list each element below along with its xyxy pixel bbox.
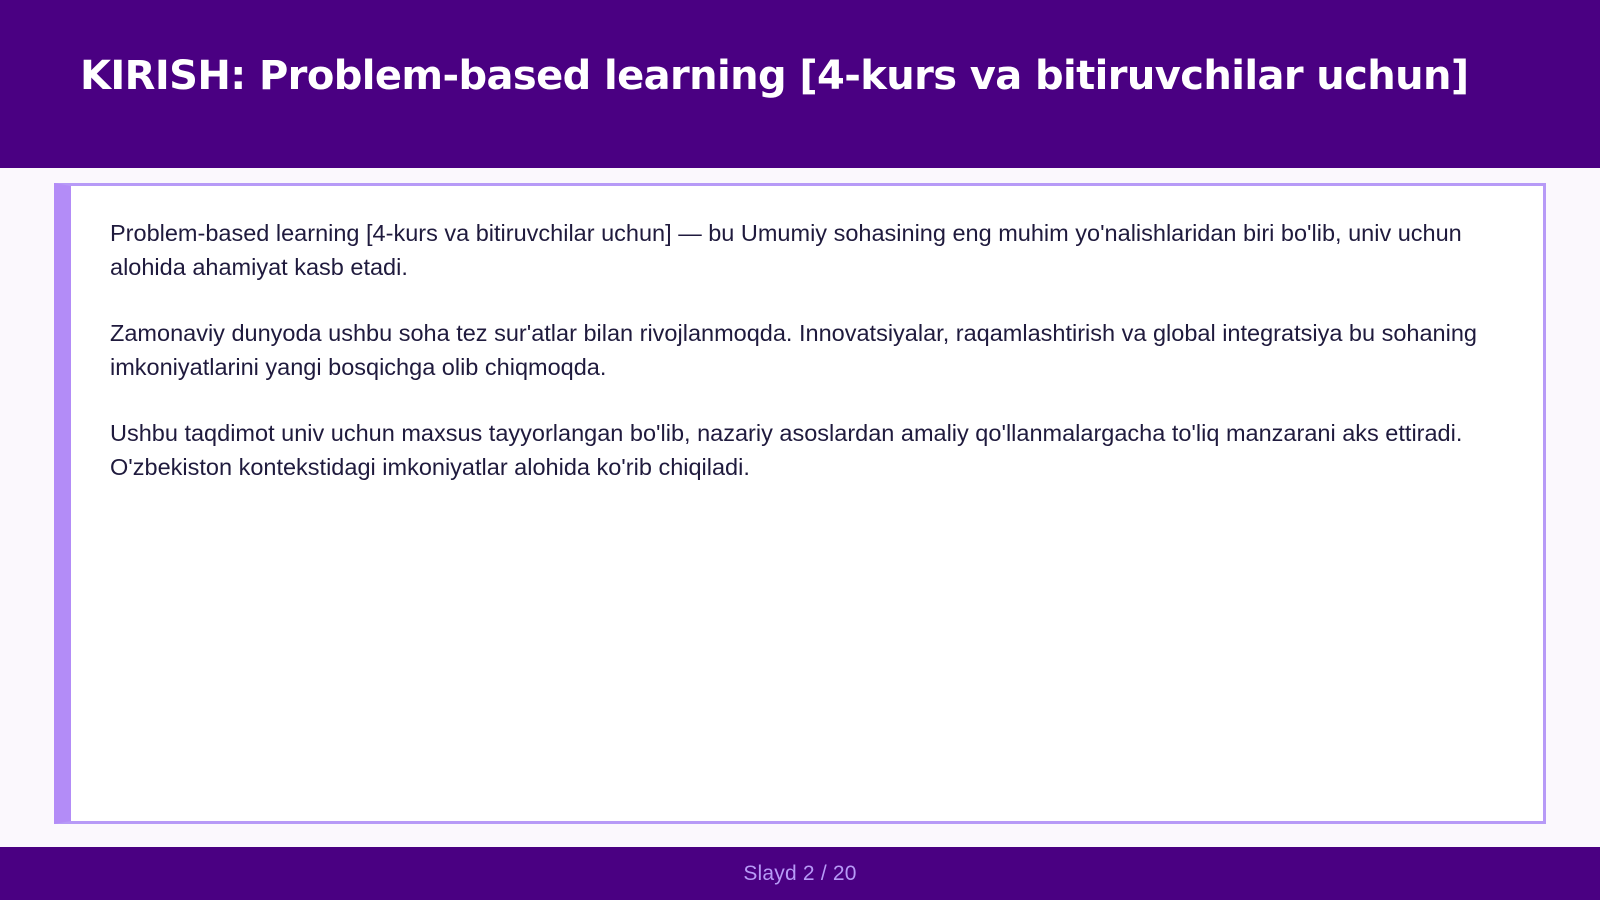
content-text — [110, 216, 1510, 516]
development-paragraph: Zamonaviy dunyoda ushbu soha tez sur'atlar bilan rivojlanmoqda. Innovatsiyalar, raqamlashtirish va global integratsiya bu sohaning imkoniyatlarini yangi bosqichga olib chiqmoqda. — [110, 320, 1477, 380]
slide-footer — [0, 847, 1600, 900]
content-card — [54, 183, 1546, 824]
slide-counter: Slayd 2 / 20 — [743, 861, 857, 885]
intro-paragraph: Problem-based learning [4-kurs va bitiruvchilar uchun] — bu Umumiy sohasining eng muhim yo'nalishlaridan biri bo'lib, univ uchun alohida ahamiyat kasb etadi. — [110, 220, 1462, 280]
slide-title: KIRISH: Problem-based learning [4-kurs va bitiruvchilar uchun] — [80, 53, 1469, 99]
slide-header — [0, 0, 1600, 168]
presentation-paragraph: Ushbu taqdimot univ uchun maxsus tayyorlangan bo'lib, nazariy asoslardan amaliy qo'llanmalargacha to'liq manzarani aks ettiradi. O'zbekiston kontekstidagi imkoniyatlar alohida ko'rib chiqiladi. — [110, 420, 1463, 480]
